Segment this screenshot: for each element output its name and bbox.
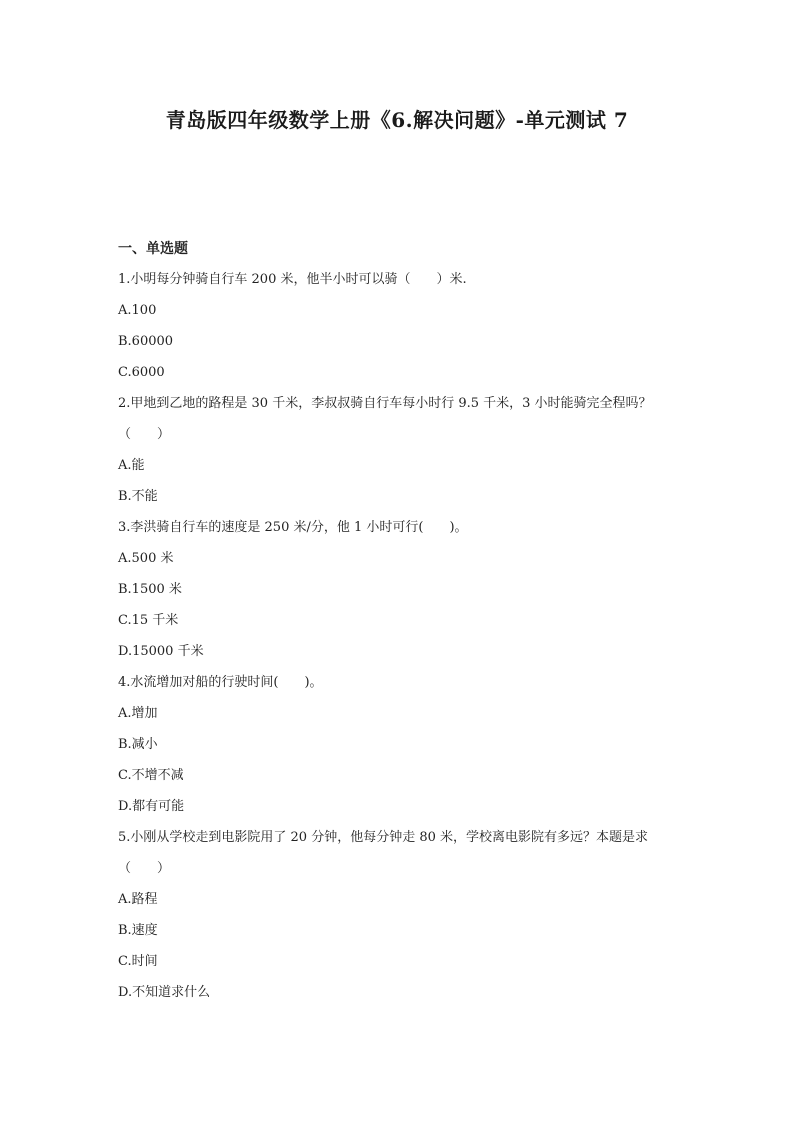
question-2 <box>118 393 698 507</box>
question-4 <box>118 672 698 817</box>
option-b: B.1500 米 <box>118 582 182 597</box>
page-title: 青岛版四年级数学上册《6.解决问题》-单元测试 7 <box>165 108 629 132</box>
option-a: A.100 <box>118 303 157 318</box>
option-d: D.15000 千米 <box>118 644 204 659</box>
option-a: A.500 米 <box>118 551 174 566</box>
question-stem: 5.小刚从学校走到电影院用了 20 分钟，他每分钟走 80 米，学校离电影院有多远？本题是求 <box>118 830 649 845</box>
option-a: A.能 <box>118 458 145 473</box>
option-b: B.不能 <box>118 489 158 504</box>
question-stem-continuation: （ ） <box>118 427 171 442</box>
option-c: C.时间 <box>118 954 158 969</box>
question-stem: 4.水流增加对船的行驶时间( )。 <box>118 675 323 690</box>
option-b: B.减小 <box>118 737 158 752</box>
option-b: B.60000 <box>118 334 174 349</box>
option-c: C.不增不减 <box>118 768 184 783</box>
option-d: D.不知道求什么 <box>118 985 211 1000</box>
question-1 <box>118 269 698 383</box>
question-5 <box>118 827 698 1003</box>
question-stem: 2.甲地到乙地的路程是 30 千米，李叔叔骑自行车每小时行 9.5 千米，3 小时能骑完全程吗？ <box>118 396 652 411</box>
option-b: B.速度 <box>118 923 158 938</box>
option-a: A.增加 <box>118 706 158 721</box>
question-stem: 1.小明每分钟骑自行车 200 米，他半小时可以骑（ ）米. <box>118 272 467 287</box>
option-a: A.路程 <box>118 892 158 907</box>
option-c: C.6000 <box>118 365 165 380</box>
question-stem-continuation: （ ） <box>118 861 171 876</box>
question-stem: 3.李洪骑自行车的速度是 250 米/分，他 1 小时可行( )。 <box>118 520 468 535</box>
document-body <box>118 238 698 1013</box>
section-heading: 一、单选题 <box>118 241 188 257</box>
question-3 <box>118 517 698 662</box>
option-c: C.15 千米 <box>118 613 179 628</box>
option-d: D.都有可能 <box>118 799 185 814</box>
